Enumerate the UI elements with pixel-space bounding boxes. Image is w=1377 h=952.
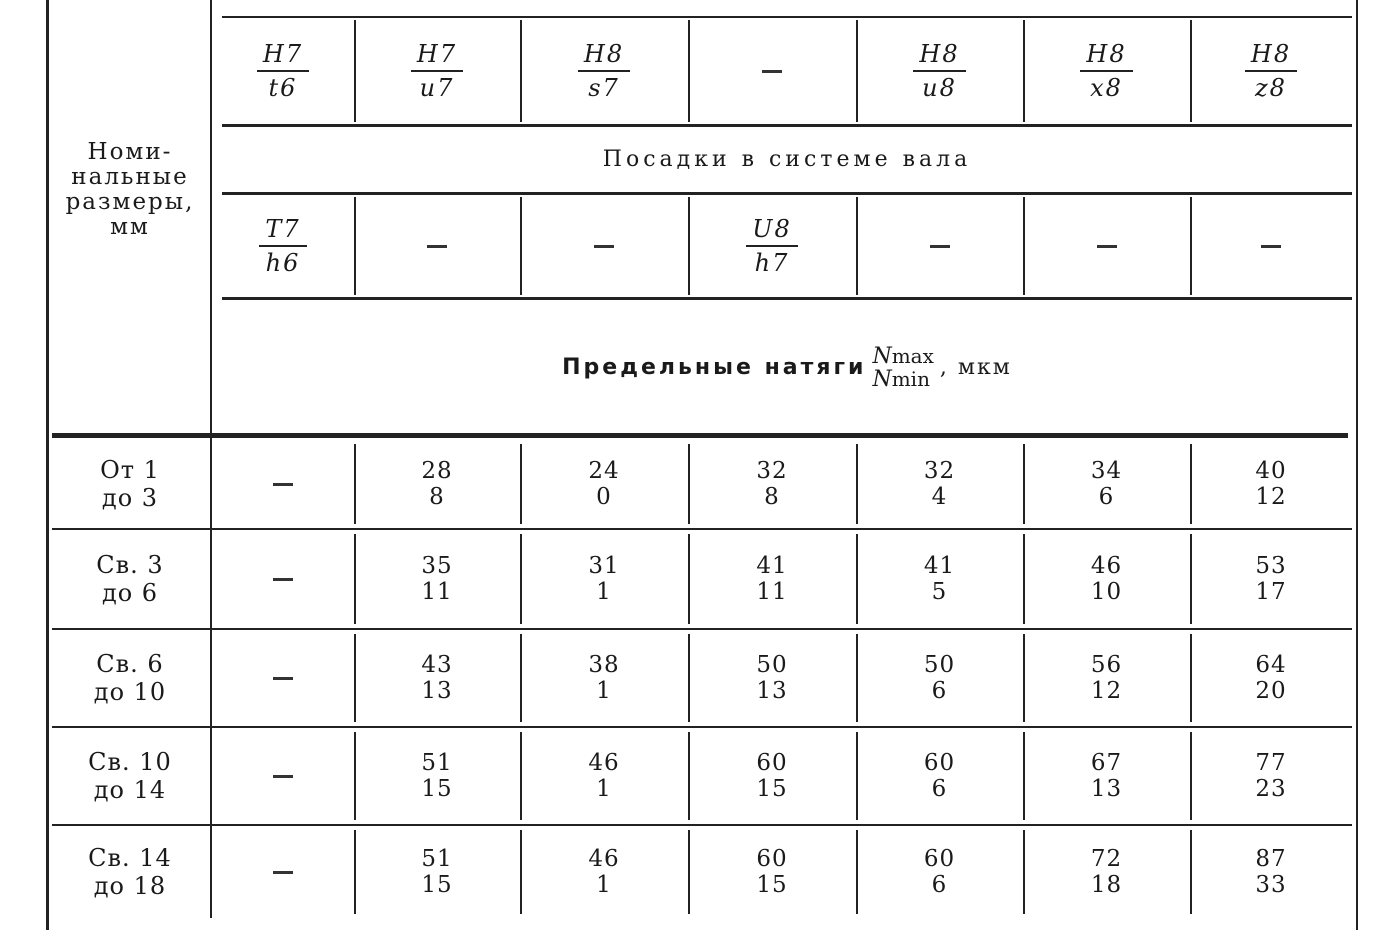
dash-mark	[273, 578, 293, 581]
interference-cell	[212, 826, 354, 918]
n-max-subscript: max	[891, 343, 934, 368]
fit-denominator: h6	[265, 249, 301, 277]
n-max-value: 53	[1255, 553, 1287, 579]
interference-cell	[688, 440, 856, 528]
size-range-label: Св. 6 до 10	[93, 650, 167, 706]
n-max-value: 77	[1255, 750, 1287, 776]
n-max-value: 41	[756, 553, 788, 579]
header-rule-1	[222, 124, 1352, 127]
fit-numerator: H7	[416, 40, 458, 68]
interference-cell	[354, 440, 520, 528]
size-range-label: Св. 3 до 6	[96, 551, 164, 607]
n-max-value: 50	[923, 652, 956, 678]
header-rule-3	[222, 297, 1352, 300]
n-min-value: 8	[764, 484, 780, 510]
n-min-value: 15	[756, 776, 788, 802]
n-min-value: 1	[596, 678, 612, 704]
n-max-value: 38	[588, 652, 620, 678]
fit-numerator: H7	[262, 40, 304, 68]
table-left-border	[46, 0, 49, 930]
shaft-fit-cell	[212, 197, 354, 295]
n-min-value: 20	[1255, 678, 1287, 704]
interference-cell	[1023, 728, 1190, 824]
limits-n-fraction	[872, 345, 933, 391]
hole-fit-cell	[212, 20, 354, 122]
n-max-value: 50	[756, 652, 788, 678]
limits-caption-text: Предельные натяги	[562, 355, 867, 380]
fit-denominator: h7	[754, 249, 790, 277]
n-max-value: 46	[588, 750, 620, 776]
hole-fit-fraction	[411, 40, 463, 102]
n-max-value: 43	[421, 652, 453, 678]
n-min-value: 11	[756, 579, 788, 605]
interference-cell	[354, 728, 520, 824]
hole-fit-cell	[354, 20, 520, 122]
n-max-value: 60	[756, 750, 788, 776]
n-max-value: 41	[923, 553, 956, 579]
hole-fit-fraction	[1245, 40, 1297, 102]
dash-mark	[1261, 245, 1281, 248]
n-min-value: 10	[1090, 579, 1123, 605]
n-max-value: 40	[1255, 458, 1287, 484]
n-max-value: 67	[1090, 750, 1123, 776]
table-right-border	[1356, 0, 1358, 930]
interference-cell	[1023, 630, 1190, 726]
shaft-system-caption: Посадки в системе вала	[602, 146, 972, 172]
dash-mark	[594, 245, 614, 248]
interference-cell	[212, 530, 354, 628]
dash-mark	[273, 775, 293, 778]
shaft-fit-cell	[856, 197, 1023, 295]
dash-mark	[930, 245, 950, 248]
interference-cell	[856, 826, 1023, 918]
n-min-value: 8	[429, 484, 445, 510]
fit-numerator: U8	[752, 215, 792, 243]
fit-numerator: H8	[1250, 40, 1292, 68]
fit-denominator: z8	[1255, 74, 1287, 102]
interference-cell	[1190, 530, 1352, 628]
header-bottom-rule	[52, 433, 1348, 438]
size-range-label: Св. 14 до 18	[88, 844, 172, 900]
n-min-value: 23	[1255, 776, 1287, 802]
interference-cell	[354, 630, 520, 726]
n-min-symbol: N	[872, 366, 892, 392]
n-min-value: 11	[421, 579, 453, 605]
interference-cell	[1190, 440, 1352, 528]
n-min-value: 13	[756, 678, 788, 704]
hole-fit-cell	[1190, 20, 1352, 122]
n-max-value: 87	[1255, 846, 1287, 872]
n-min-value: 5	[931, 579, 948, 605]
hole-fit-cell	[856, 20, 1023, 122]
n-max-value: 32	[756, 458, 788, 484]
shaft-fit-fraction	[259, 215, 306, 277]
interference-cell	[212, 630, 354, 726]
n-min-value: 12	[1255, 484, 1287, 510]
n-max-value: 34	[1090, 458, 1123, 484]
interference-cell	[856, 440, 1023, 528]
interference-cell	[520, 530, 688, 628]
n-max-value: 24	[588, 458, 620, 484]
interference-cell	[354, 530, 520, 628]
shaft-fit-cell	[688, 197, 856, 295]
fit-numerator: T7	[265, 215, 301, 243]
fit-denominator: u7	[419, 74, 455, 102]
n-max-value: 60	[756, 846, 788, 872]
hole-fit-cell	[1023, 20, 1190, 122]
n-max-value: 46	[588, 846, 620, 872]
n-max-value: 64	[1255, 652, 1287, 678]
interference-cell	[212, 440, 354, 528]
n-min-value: 6	[931, 872, 948, 898]
nominal-size-header: Номи- нальные размеры, мм	[65, 139, 195, 240]
n-min-value: 33	[1255, 872, 1287, 898]
n-min-value: 0	[596, 484, 612, 510]
n-min-value: 6	[1098, 484, 1115, 510]
shaft-fit-cell	[1023, 197, 1190, 295]
interference-cell	[1023, 826, 1190, 918]
n-min-value: 6	[931, 776, 948, 802]
interference-cell	[354, 826, 520, 918]
n-max-value: 51	[421, 846, 453, 872]
n-max-value: 56	[1090, 652, 1123, 678]
n-min-value: 4	[931, 484, 948, 510]
n-min-value: 13	[421, 678, 453, 704]
n-min-value: 13	[1090, 776, 1123, 802]
hole-fit-fraction	[257, 40, 309, 102]
n-min-value: 15	[756, 872, 788, 898]
n-max-value: 51	[421, 750, 453, 776]
n-min-value: 18	[1090, 872, 1123, 898]
n-min-value: 12	[1090, 678, 1123, 704]
interference-cell	[520, 728, 688, 824]
fit-numerator: H8	[1086, 40, 1127, 68]
interference-cell	[1190, 630, 1352, 726]
dash-mark	[1097, 245, 1117, 248]
interference-cell	[856, 630, 1023, 726]
interference-cell	[212, 728, 354, 824]
interference-cell	[1023, 440, 1190, 528]
n-min-value: 1	[596, 776, 612, 802]
fit-denominator: u8	[922, 74, 957, 102]
fit-denominator: x8	[1090, 74, 1123, 102]
n-min-subscript: min	[891, 366, 930, 391]
header-top-rule	[222, 16, 1352, 18]
limits-unit: , мкм	[939, 355, 1012, 380]
interference-cell	[688, 530, 856, 628]
dash-mark	[273, 677, 293, 680]
interference-cell	[520, 440, 688, 528]
n-min-value: 6	[931, 678, 948, 704]
fit-denominator: s7	[588, 74, 620, 102]
dash-mark	[273, 871, 293, 874]
n-max-symbol: N	[872, 343, 892, 369]
shaft-fit-cell	[354, 197, 520, 295]
size-range-label: От 1 до 3	[100, 456, 160, 512]
n-min-value: 17	[1255, 579, 1287, 605]
header-rule-2	[222, 192, 1352, 195]
n-max-value: 32	[923, 458, 956, 484]
hole-fit-fraction	[578, 40, 630, 102]
interference-cell	[688, 630, 856, 726]
n-max-value: 60	[923, 846, 956, 872]
shaft-fit-fraction	[746, 215, 798, 277]
n-max-value: 60	[923, 750, 956, 776]
interference-cell	[856, 728, 1023, 824]
fit-numerator: H8	[583, 40, 625, 68]
fit-denominator: t6	[268, 74, 298, 102]
interference-cell	[856, 530, 1023, 628]
n-min-value: 15	[421, 776, 453, 802]
interference-cell	[1023, 530, 1190, 628]
n-min-value: 1	[596, 579, 612, 605]
dash-mark	[427, 245, 447, 248]
interference-cell	[520, 630, 688, 726]
n-min-value: 1	[596, 872, 612, 898]
interference-cell	[688, 728, 856, 824]
interference-cell	[520, 826, 688, 918]
interference-cell	[1190, 826, 1352, 918]
shaft-fit-cell	[1190, 197, 1352, 295]
n-max-value: 46	[1090, 553, 1123, 579]
dash-mark	[762, 70, 782, 73]
n-min-value: 15	[421, 872, 453, 898]
hole-fit-cell	[520, 20, 688, 122]
size-range-label: Св. 10 до 14	[88, 748, 172, 804]
limits-caption	[222, 305, 1352, 430]
dash-mark	[273, 483, 293, 486]
n-max-value: 28	[421, 458, 453, 484]
interference-cell	[1190, 728, 1352, 824]
interference-cell	[688, 826, 856, 918]
n-max-value: 31	[588, 553, 620, 579]
n-max-value: 35	[421, 553, 453, 579]
hole-fit-cell	[688, 20, 856, 122]
fit-numerator: H8	[919, 40, 960, 68]
hole-fit-fraction	[913, 40, 965, 102]
shaft-fit-cell	[520, 197, 688, 295]
hole-fit-fraction	[1080, 40, 1132, 102]
n-max-value: 72	[1090, 846, 1123, 872]
